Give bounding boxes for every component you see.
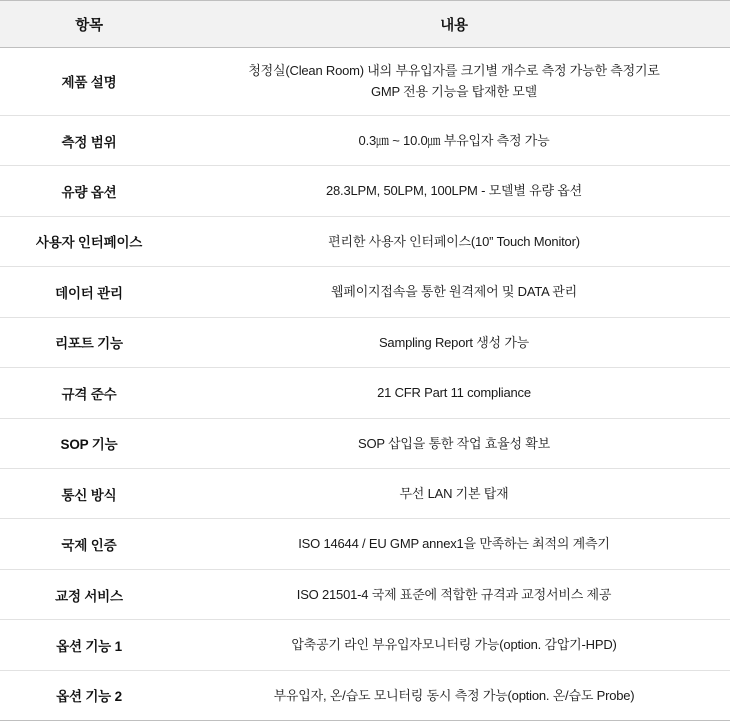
content-line: GMP 전용 기능을 탑재한 모델 xyxy=(370,84,537,100)
table-row xyxy=(0,216,730,266)
content-line: 청정실(Clean Room) 내의 부유입자를 크기별 개수로 측정 가능한 측정기로 xyxy=(248,63,660,78)
row-content-value xyxy=(178,317,730,367)
row-content-value xyxy=(178,620,730,670)
content-line: 무선 LAN 기본 탑재 xyxy=(399,485,509,501)
table-row xyxy=(0,48,730,116)
row-item-label: 데이터 관리 xyxy=(0,267,178,317)
content-line: 부유입자, 온/습도 모니터링 동시 측정 가능(option. 온/습도 Probe) xyxy=(273,687,635,703)
table-row xyxy=(0,368,730,418)
content-line: 0.3㎛ ~ 10.0㎛ 부유입자 측정 가능 xyxy=(358,132,550,148)
row-content-value xyxy=(178,670,730,720)
table-row xyxy=(0,317,730,367)
content-line: 28.3LPM, 50LPM, 100LPM - 모델별 유량 옵션 xyxy=(326,183,582,199)
row-item-label: 리포트 기능 xyxy=(0,317,178,367)
row-item-label: 통신 방식 xyxy=(0,468,178,518)
table-row xyxy=(0,418,730,468)
content-line: Sampling Report 생성 가능 xyxy=(378,334,530,350)
row-item-label: 옵션 기능 2 xyxy=(0,670,178,720)
row-content-value xyxy=(178,216,730,266)
content-line: ISO 14644 / EU GMP annex1을 만족하는 최적의 계측기 xyxy=(298,536,610,552)
table-row xyxy=(0,670,730,720)
content-line: 편리한 사용자 인터페이스(10” Touch Monitor) xyxy=(328,233,580,249)
row-content-value xyxy=(178,48,730,116)
row-content-value xyxy=(178,368,730,418)
table-header-row xyxy=(0,1,730,48)
row-content-value xyxy=(178,519,730,569)
content-line: SOP 삽입을 통한 작업 효율성 확보 xyxy=(358,435,550,451)
table-header xyxy=(0,1,730,48)
table-row xyxy=(0,620,730,670)
table-row xyxy=(0,569,730,619)
row-item-label: 제품 설명 xyxy=(0,48,178,116)
table-body xyxy=(0,48,730,721)
content-line: 웹페이지접속을 통한 원격제어 및 DATA 관리 xyxy=(330,284,577,300)
row-item-label: SOP 기능 xyxy=(0,418,178,468)
row-content-value xyxy=(178,267,730,317)
row-content-value xyxy=(178,418,730,468)
row-content-value xyxy=(178,166,730,216)
row-item-label: 교정 서비스 xyxy=(0,569,178,619)
content-line: 압축공기 라인 부유입자모니터링 가능(option. 감압기-HPD) xyxy=(291,637,617,653)
content-line: 21 CFR Part 11 compliance xyxy=(377,385,531,401)
table-row xyxy=(0,468,730,518)
row-content-value xyxy=(178,569,730,619)
table-row xyxy=(0,519,730,569)
row-item-label: 유량 옵션 xyxy=(0,166,178,216)
content-line: ISO 21501-4 국제 표준에 적합한 규격과 교정서비스 제공 xyxy=(296,586,612,602)
table-row xyxy=(0,115,730,165)
row-item-label: 측정 범위 xyxy=(0,115,178,165)
row-item-label: 사용자 인터페이스 xyxy=(0,216,178,266)
table-row xyxy=(0,267,730,317)
column-header-content: 내용 xyxy=(178,1,730,48)
row-content-value xyxy=(178,468,730,518)
column-header-item: 항목 xyxy=(0,1,178,48)
row-item-label: 규격 준수 xyxy=(0,368,178,418)
table-row xyxy=(0,166,730,216)
row-content-value xyxy=(178,115,730,165)
row-item-label: 옵션 기능 1 xyxy=(0,620,178,670)
row-item-label: 국제 인증 xyxy=(0,519,178,569)
